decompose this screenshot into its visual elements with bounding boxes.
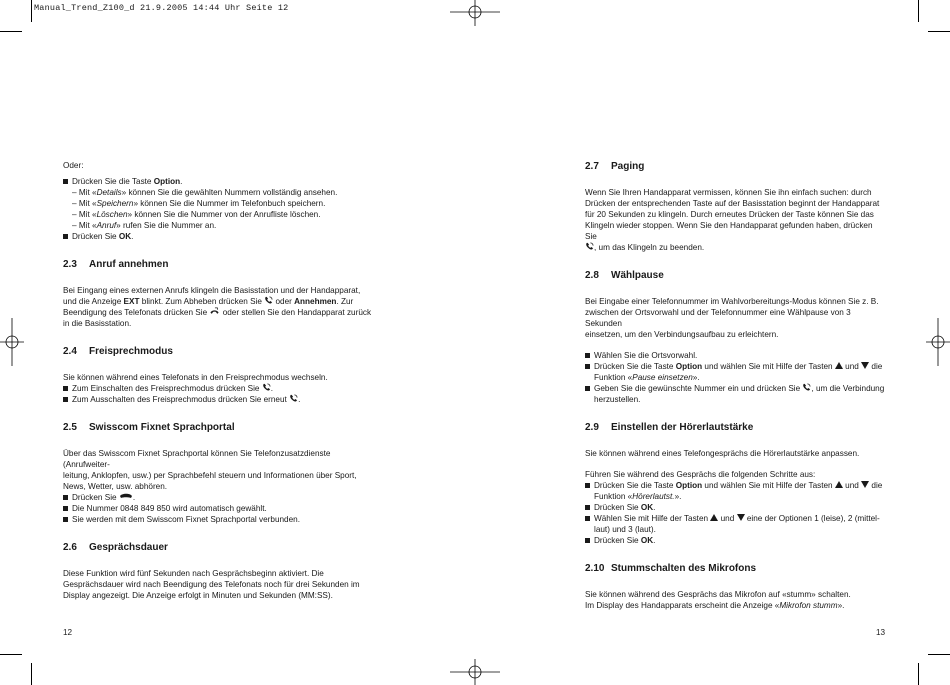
crop-mark bbox=[31, 0, 32, 22]
list-item: – Mit «Details» können Sie die gewählten Nummern vollständig ansehen. bbox=[72, 188, 338, 197]
arrow-down-icon bbox=[861, 481, 869, 488]
paragraph: Führen Sie während des Gesprächs die folgenden Schritte aus: bbox=[585, 470, 816, 479]
list-item: Wählen Sie mit Hilfe der Tasten und eine der Optionen 1 (leise), 2 (mittel- bbox=[585, 513, 885, 524]
list-item: – Mit «Löschen» können Sie die Nummer von der Anrufliste löschen. bbox=[72, 210, 321, 219]
paragraph: einsetzen, um den Verbindungsaufbau zu erleichtern. bbox=[585, 330, 779, 339]
section-heading-2-7: 2.7 Paging bbox=[585, 161, 645, 172]
phone-talk-icon bbox=[585, 242, 594, 251]
crop-mark bbox=[918, 0, 919, 22]
paragraph: Sie können während des Gesprächs das Mikrofon auf «stumm» schalten. bbox=[585, 590, 851, 599]
right-page-content bbox=[585, 161, 885, 611]
crop-mark bbox=[928, 31, 950, 32]
list-item: Geben Sie die gewünschte Nummer ein und drücken Sie , um die Verbindung bbox=[585, 383, 885, 394]
arrow-up-icon bbox=[835, 481, 843, 488]
section-heading-2-3: 2.3 Anruf annehmen bbox=[63, 259, 169, 270]
registration-mark-left bbox=[0, 318, 24, 366]
crop-mark bbox=[918, 663, 919, 685]
left-page-content bbox=[63, 160, 373, 601]
phone-talk-icon bbox=[262, 383, 271, 392]
portal-key-icon bbox=[119, 493, 133, 500]
section-heading-2-6: 2.6 Gesprächsdauer bbox=[63, 542, 168, 553]
paragraph: zwischen der Ortsvorwahl und der Telefonnummer eine Wählpause von 3 Sekunden bbox=[585, 308, 851, 328]
section-heading-2-9: 2.9 Einstellen der Hörerlautstärke bbox=[585, 422, 754, 433]
paragraph: Im Display des Handapparats erscheint die Anzeige «Mikrofon stumm». bbox=[585, 601, 845, 610]
paragraph: für 20 Sekunden zu klingeln. Durch erneutes Drücken der Taste können Sie das bbox=[585, 210, 874, 219]
paragraph: Drücken der entsprechenden Taste auf der Basisstation beginnt der Handapparat bbox=[585, 199, 880, 208]
registration-mark-bottom bbox=[450, 659, 500, 685]
paragraph: Sie können während eines Telefongesprächs die Hörerlautstärke anpassen. bbox=[585, 449, 860, 458]
list-item: Drücken Sie . bbox=[63, 492, 373, 503]
paragraph: Display angezeigt. Die Anzeige erfolgt in Minuten und Sekunden (MM:SS). bbox=[63, 591, 333, 600]
list-item-continuation: herzustellen. bbox=[594, 395, 641, 404]
list-item: Drücken Sie OK. bbox=[585, 535, 885, 546]
paragraph: News, Wetter, usw. abhören. bbox=[63, 482, 168, 491]
section-heading-2-4: 2.4 Freisprechmodus bbox=[63, 346, 173, 357]
registration-mark-right bbox=[926, 318, 950, 366]
print-slug: Manual_Trend_Z100_d 21.9.2005 14:44 Uhr Seite 12 bbox=[34, 3, 289, 13]
paragraph: Klingeln wieder stoppen. Wenn Sie den Handapparat gefunden haben, drücken Sie bbox=[585, 221, 873, 241]
paragraph: Diese Funktion wird fünf Sekunden nach Gesprächsbeginn aktiviert. Die bbox=[63, 569, 324, 578]
paragraph: in die Basisstation. bbox=[63, 319, 132, 328]
paragraph: Bei Eingang eines externen Anrufs klingeln die Basisstation und der Handapparat, bbox=[63, 286, 361, 295]
registration-mark-top bbox=[450, 0, 500, 26]
list-item: Die Nummer 0848 849 850 wird automatisch gewählt. bbox=[63, 503, 373, 514]
list-item: Drücken Sie die Taste Option und wählen Sie mit Hilfe der Tasten und die bbox=[585, 361, 885, 372]
paragraph: Gesprächsdauer wird nach Beendigung des Telefonats noch für drei Sekunden im bbox=[63, 580, 360, 589]
paragraph: Sie können während eines Telefonats in den Freisprechmodus wechseln. bbox=[63, 373, 328, 382]
arrow-up-icon bbox=[835, 362, 843, 369]
list-item-continuation: laut) und 3 (laut). bbox=[594, 525, 656, 534]
list-item: Sie werden mit dem Swisscom Fixnet Sprachportal verbunden. bbox=[63, 514, 373, 525]
paragraph: , um das Klingeln zu beenden. bbox=[585, 242, 885, 253]
paragraph: und die Anzeige EXT blinkt. Zum Abheben drücken Sie oder Annehmen. Zur bbox=[63, 297, 354, 306]
page-number-right: 13 bbox=[876, 628, 886, 637]
list-item: Zum Einschalten des Freisprechmodus drücken Sie . bbox=[63, 383, 373, 394]
paragraph: leitung, Anklopfen, usw.) per Sprachbefehl steuern und Informationen über Sport, bbox=[63, 471, 357, 480]
list-item: Wählen Sie die Ortsvorwahl. bbox=[585, 350, 885, 361]
paragraph: Beendigung des Telefonats drücken Sie oder stellen Sie den Handapparat zurück bbox=[63, 308, 372, 317]
paragraph: Wenn Sie Ihren Handapparat vermissen, können Sie ihn einfach suchen: durch bbox=[585, 188, 872, 197]
crop-mark bbox=[928, 654, 950, 655]
list-item: Drücken Sie die Taste Option und wählen Sie mit Hilfe der Tasten und die bbox=[585, 480, 885, 491]
intro-text: Oder: bbox=[63, 161, 84, 170]
crop-mark bbox=[31, 663, 32, 685]
arrow-down-icon bbox=[861, 362, 869, 369]
phone-talk-icon bbox=[264, 296, 273, 305]
page-number-left: 12 bbox=[63, 628, 73, 637]
section-heading-2-5: 2.5 Swisscom Fixnet Sprachportal bbox=[63, 422, 235, 433]
list-item-continuation: Funktion «Hörerlautst.». bbox=[594, 492, 682, 501]
paragraph: Bei Eingabe einer Telefonnummer im Wahlvorbereitungs-Modus können Sie z. B. bbox=[585, 297, 879, 306]
list-item: Drücken Sie OK. bbox=[585, 502, 885, 513]
crop-mark bbox=[0, 31, 22, 32]
phone-talk-icon bbox=[289, 394, 298, 403]
list-item: Zum Ausschalten des Freisprechmodus drücken Sie erneut . bbox=[63, 394, 373, 405]
list-item: – Mit «Anruf» rufen Sie die Nummer an. bbox=[72, 221, 217, 230]
arrow-down-icon bbox=[737, 514, 745, 521]
list-item-continuation: Funktion «Pause einsetzen». bbox=[594, 373, 700, 382]
phone-end-icon bbox=[209, 307, 220, 316]
section-heading-2-8: 2.8 Wählpause bbox=[585, 270, 664, 281]
list-item: – Mit «Speichern» können Sie die Nummer im Telefonbuch speichern. bbox=[72, 199, 326, 208]
section-heading-2-10: 2.10 Stummschalten des Mikrofons bbox=[585, 563, 757, 574]
list-item: Drücken Sie OK. bbox=[63, 231, 373, 242]
crop-mark bbox=[0, 654, 22, 655]
paragraph: Über das Swisscom Fixnet Sprachportal können Sie Telefonzusatzdienste (Anrufweiter- bbox=[63, 449, 331, 469]
list-item: Drücken Sie die Taste Option. bbox=[63, 176, 373, 187]
